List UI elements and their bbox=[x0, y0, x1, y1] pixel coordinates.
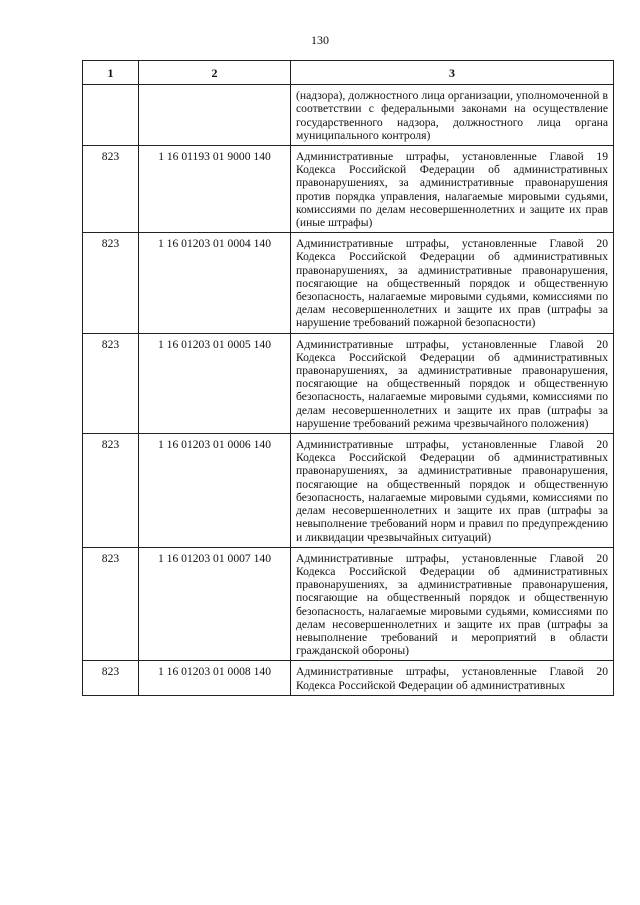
table-row bbox=[83, 146, 614, 233]
description-cell: Административные штрафы, установленные Главой 19 Кодекса Российской Федерации об административных правонарушениях, за административные правонарушения против порядка управления, налагаемые мировыми судьями, комиссиями по делам несовершеннолетних и защите их прав (иные штрафы) bbox=[291, 146, 614, 233]
column-header-1: 1 bbox=[83, 61, 139, 85]
admin-code-cell: 823 bbox=[83, 333, 139, 433]
admin-code-cell: 823 bbox=[83, 661, 139, 695]
description-cell: Административные штрафы, установленные Главой 20 Кодекса Российской Федерации об административных правонарушениях, за административные правонарушения, посягающие на общественный порядок и общественную безопасность, налагаемые мировыми судьями, комиссиями по делам несовершеннолетних и защите их прав (штрафы за нарушение требований пожарной безопасности) bbox=[291, 233, 614, 333]
admin-code-cell: 823 bbox=[83, 547, 139, 661]
column-header-2: 2 bbox=[139, 61, 291, 85]
budget-code-cell: 1 16 01193 01 9000 140 bbox=[139, 146, 291, 233]
budget-code-cell bbox=[139, 85, 291, 146]
table-row bbox=[83, 233, 614, 333]
description-cell: (надзора), должностного лица организации, уполномоченной в соответствии с федеральными законами на осуществление государственного надзора, должностного лица органа муниципального контроля) bbox=[291, 85, 614, 146]
page-number: 130 bbox=[311, 33, 329, 47]
table-row bbox=[83, 434, 614, 548]
budget-codes-table bbox=[82, 60, 614, 696]
admin-code-cell: 823 bbox=[83, 146, 139, 233]
description-cell: Административные штрафы, установленные Главой 20 Кодекса Российской Федерации об административных правонарушениях, за административные правонарушения, посягающие на общественный порядок и общественную безопасность, налагаемые мировыми судьями, комиссиями по делам несовершеннолетних и защите их прав (штрафы за нарушение требований режима чрезвычайного положения) bbox=[291, 333, 614, 433]
admin-code-cell: 823 bbox=[83, 434, 139, 548]
table-row bbox=[83, 547, 614, 661]
admin-code-cell: 823 bbox=[83, 233, 139, 333]
budget-code-cell: 1 16 01203 01 0007 140 bbox=[139, 547, 291, 661]
budget-code-cell: 1 16 01203 01 0005 140 bbox=[139, 333, 291, 433]
description-cell: Административные штрафы, установленные Главой 20 Кодекса Российской Федерации об административных правонарушениях, за административные правонарушения, посягающие на общественный порядок и общественную безопасность, налагаемые мировыми судьями, комиссиями по делам несовершеннолетних и защите их прав (штрафы за невыполнение требований норм и правил по предупреждению и ликвидации чрезвычайных ситуаций) bbox=[291, 434, 614, 548]
budget-code-cell: 1 16 01203 01 0004 140 bbox=[139, 233, 291, 333]
table-row bbox=[83, 85, 614, 146]
column-header-3: 3 bbox=[291, 61, 614, 85]
description-cell: Административные штрафы, установленные Главой 20 Кодекса Российской Федерации об административных правонарушениях, за административные правонарушения, посягающие на общественный порядок и общественную безопасность, налагаемые мировыми судьями, комиссиями по делам несовершеннолетних и защите их прав (штрафы за невыполнение требований и мероприятий в области гражданской обороны) bbox=[291, 547, 614, 661]
budget-code-cell: 1 16 01203 01 0006 140 bbox=[139, 434, 291, 548]
table-row bbox=[83, 661, 614, 695]
table-header-row bbox=[83, 61, 614, 85]
table-row bbox=[83, 333, 614, 433]
admin-code-cell bbox=[83, 85, 139, 146]
budget-code-cell: 1 16 01203 01 0008 140 bbox=[139, 661, 291, 695]
description-cell: Административные штрафы, установленные Главой 20 Кодекса Российской Федерации об административных bbox=[291, 661, 614, 695]
